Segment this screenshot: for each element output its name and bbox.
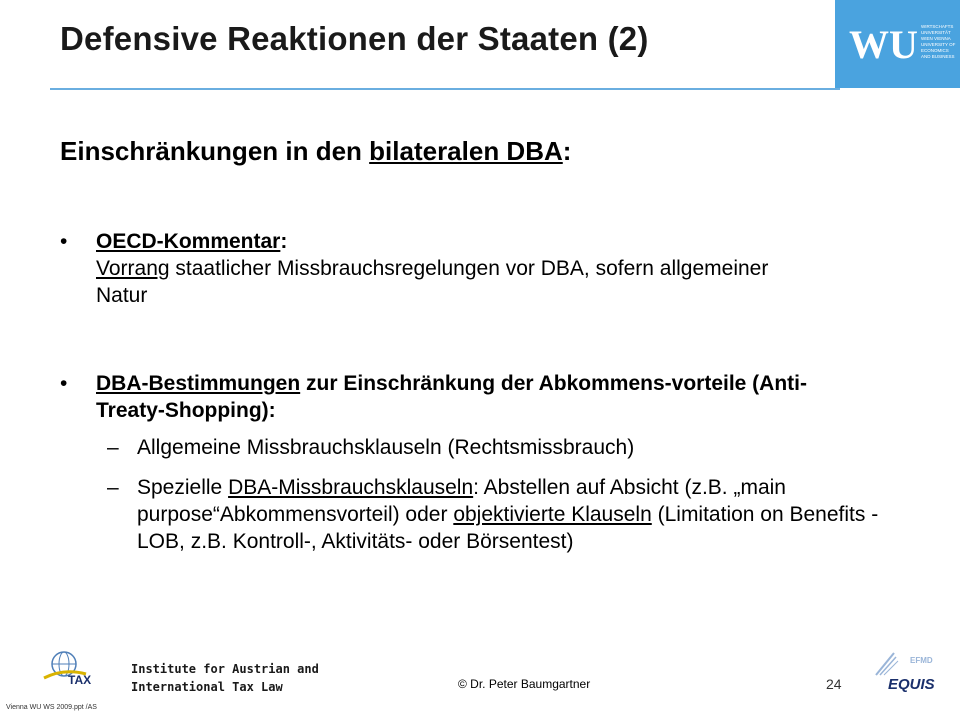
- equis-stroke: [876, 653, 894, 675]
- wu-logo-line: UNIVERSITY OF: [921, 42, 956, 47]
- bullet-head-suffix: :: [280, 230, 288, 253]
- efmd-text: EFMD: [910, 656, 933, 665]
- wu-logo-line: UNIVERSITÄT: [921, 30, 951, 35]
- subbullet-part5: (Limitation on Benefits - LOB, z.B. Kontroll-, Aktivitäts- oder Börsentest): [137, 503, 879, 553]
- page-number: 24: [826, 676, 842, 692]
- wu-logo-line: WIEN VIENNA: [921, 36, 951, 41]
- subhead-suffix: :: [562, 136, 572, 166]
- section-heading: [60, 136, 571, 167]
- bullet-marker: •: [60, 372, 68, 395]
- subbullet-text: [137, 474, 907, 555]
- bullet-line2-rest: staatlicher Missbrauchsregelungen vor DBA, sofern allgemeiner Natur: [96, 257, 769, 307]
- subbullet-marker: –: [107, 436, 119, 459]
- equis-logo: [870, 645, 950, 695]
- subbullet-text: Allgemeine Missbrauchsklauseln (Rechtsmissbrauch): [137, 436, 635, 459]
- subbullet-part3: : Abstellen auf Absicht (z.B. „main purpose“Abkommensvorteil) oder: [137, 476, 786, 526]
- institute-name: [131, 660, 319, 696]
- wu-logo-text: WU: [849, 22, 918, 67]
- subbullet-marker: –: [107, 476, 119, 499]
- tax-logo-text: TAX: [68, 673, 92, 687]
- subbullet-part1: Spezielle: [137, 476, 229, 499]
- subhead-underlined: bilateralen DBA: [369, 136, 563, 166]
- bullet-head-rest: zur Einschränkung der Abkommens-vorteile (Anti-Treaty-Shopping):: [96, 372, 807, 422]
- tax-institute-logo: [40, 648, 100, 688]
- bullet-marker: •: [60, 230, 68, 253]
- wu-logo-line: WIRTSCHAFTS: [921, 24, 954, 29]
- bullet-line2-underlined: Vorrang: [96, 257, 170, 280]
- slide-title: Defensive Reaktionen der Staaten (2): [60, 20, 649, 57]
- wu-logo-line: ECONOMICS: [921, 48, 949, 53]
- subbullet-part2-underlined: DBA-Missbrauchsklauseln: [228, 476, 474, 499]
- title-divider: [50, 88, 840, 90]
- institute-line2: International Tax Law: [131, 680, 283, 694]
- copyright-notice: © Dr. Peter Baumgartner: [458, 677, 591, 691]
- subbullet-part4-underlined: objektivierte Klauseln: [453, 503, 652, 526]
- bullet-head-underlined: OECD-Kommentar: [96, 230, 281, 253]
- file-name: Vienna WU WS 2009.ppt /AS: [6, 704, 97, 711]
- bullet-text: [96, 370, 856, 424]
- wu-logo-line: AND BUSINESS: [921, 54, 955, 59]
- equis-text: EQUIS: [888, 676, 935, 693]
- subhead-prefix: Einschränkungen in den: [60, 136, 370, 166]
- bullet-text: [96, 228, 816, 309]
- institute-line1: Institute for Austrian and: [131, 662, 319, 676]
- wu-logo: [835, 0, 960, 88]
- bullet-head-underlined: DBA-Bestimmungen: [96, 372, 301, 395]
